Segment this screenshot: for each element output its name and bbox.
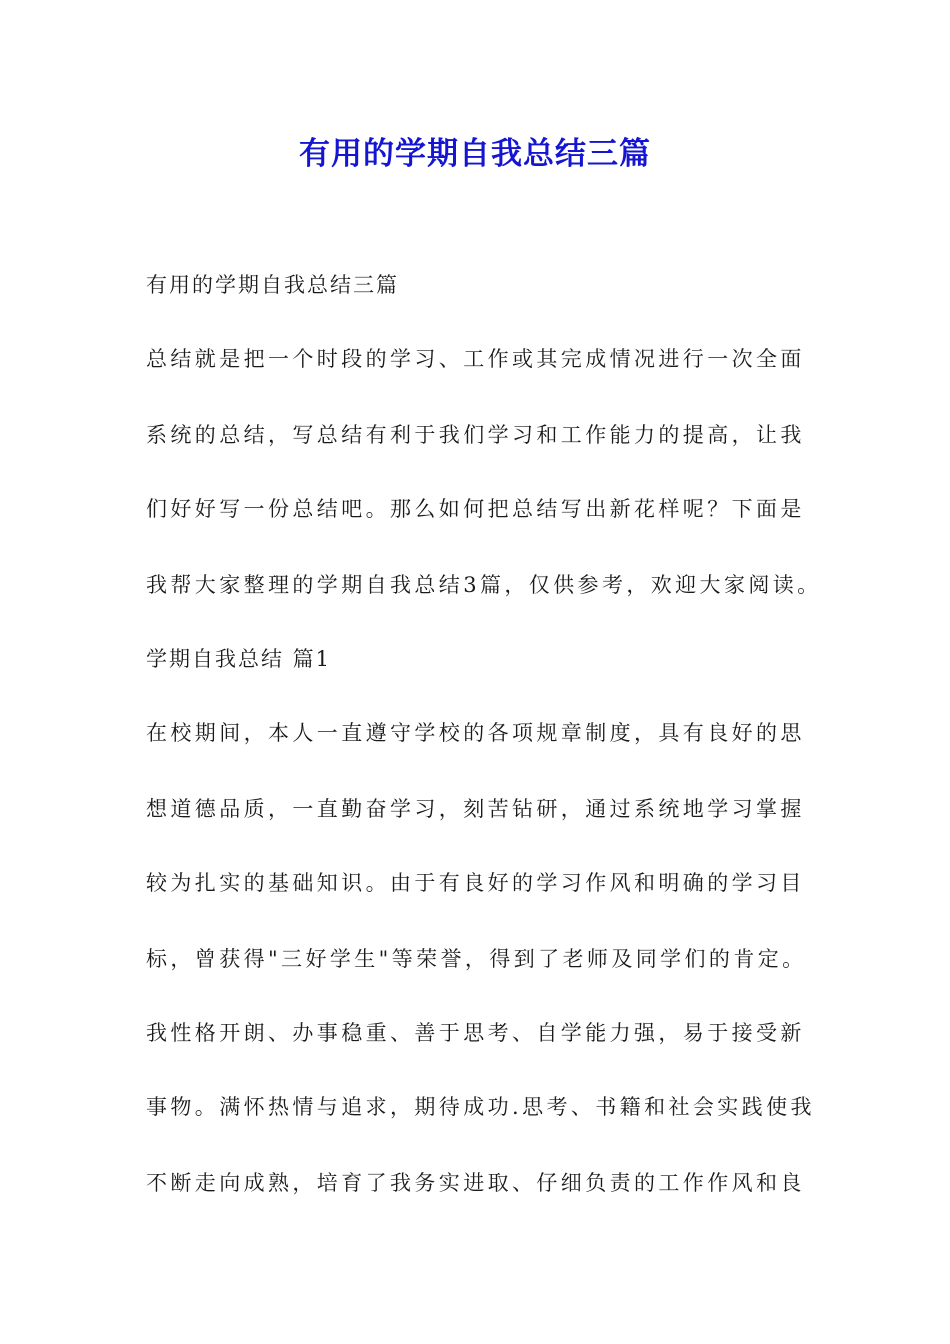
section-line-6: 事物。满怀热情与追求，期待成功.思考、书籍和社会实践使我	[146, 1095, 815, 1119]
section-line-5: 我性格开朗、办事稳重、善于思考、自学能力强，易于接受新	[146, 1021, 805, 1045]
document-title: 有用的学期自我总结三篇	[299, 136, 651, 172]
section-line-3: 较为扎实的基础知识。由于有良好的学习作风和明确的学习目	[146, 871, 805, 895]
section-line-4: 标，曾获得"三好学生"等荣誉，得到了老师及同学们的肯定。	[146, 947, 807, 971]
section-heading: 学期自我总结 篇1	[146, 647, 332, 671]
intro-line-4: 我帮大家整理的学期自我总结3篇，仅供参考，欢迎大家阅读。	[146, 573, 822, 597]
document-subtitle: 有用的学期自我总结三篇	[146, 273, 399, 297]
section-line-1: 在校期间，本人一直遵守学校的各项规章制度，具有良好的思	[146, 721, 805, 745]
intro-line-3: 们好好写一份总结吧。那么如何把总结写出新花样呢？下面是	[146, 497, 805, 521]
section-line-7: 不断走向成熟，培育了我务实进取、仔细负责的工作作风和良	[146, 1171, 805, 1195]
intro-line-1: 总结就是把一个时段的学习、工作或其完成情况进行一次全面	[146, 347, 805, 371]
section-line-2: 想道德品质，一直勤奋学习，刻苦钻研，通过系统地学习掌握	[146, 797, 805, 821]
intro-line-2: 系统的总结，写总结有利于我们学习和工作能力的提高，让我	[146, 423, 805, 447]
